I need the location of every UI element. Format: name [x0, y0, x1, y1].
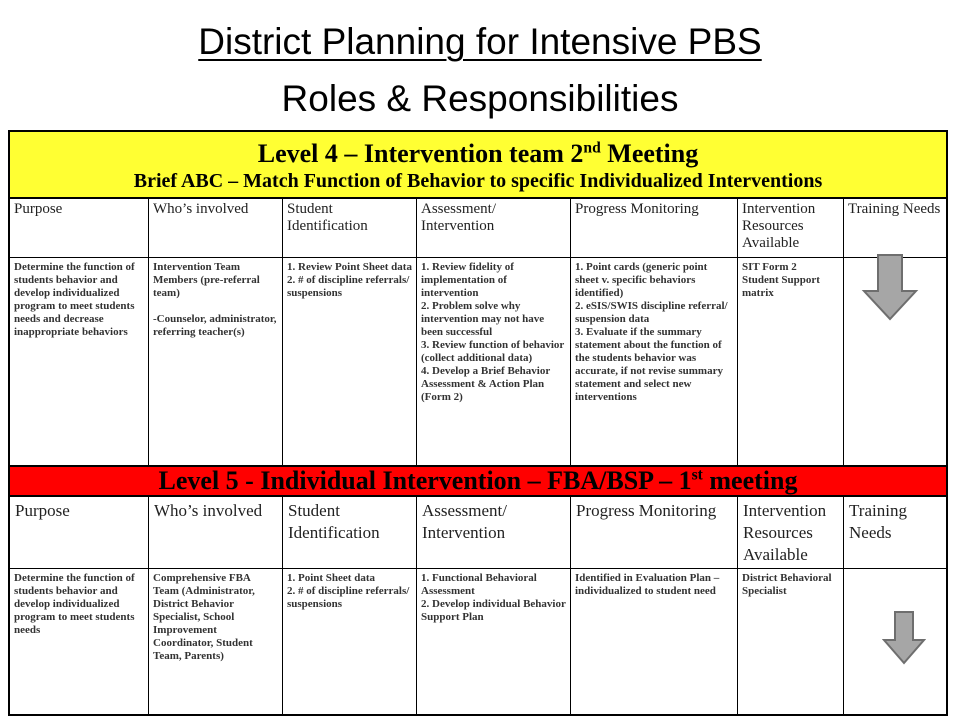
level4-subheading: Brief ABC – Match Function of Behavior to specific Individualized Interventions	[133, 170, 823, 192]
level5-content-row	[10, 569, 946, 714]
level5-heading: Level 5 - Individual Intervention – FBA/BSP – 1st meeting	[158, 466, 798, 495]
level4-student-identification-cell: 1. Review Point Sheet data 2. # of discipline referrals/ suspensions	[283, 258, 417, 465]
level5-header-training-needs: Training Needs	[849, 501, 907, 542]
level5-header-student-identification: Student Identification	[283, 497, 417, 568]
slide-title: District Planning for Intensive PBS	[198, 21, 762, 62]
level4-content-row	[10, 258, 946, 465]
level4-header-resources: Intervention Resources Available	[738, 199, 844, 257]
level4-resources-cell: SIT Form 2 Student Support matrix	[738, 258, 844, 465]
level5-resources-cell: District Behavioral Specialist	[738, 569, 844, 714]
level4-heading: Level 4 – Intervention team 2nd Meeting	[257, 139, 699, 168]
level5-assessment-cell: 1. Functional Behavioral Assessment 2. Develop individual Behavior Support Plan	[417, 569, 571, 714]
level5-whos-involved-cell: Comprehensive FBA Team (Administrator, District Behavior Specialist, School Improvement Coordinator, Student Team, Parents)	[149, 569, 283, 714]
level4-header-row	[10, 199, 946, 258]
level5-header-assessment: Assessment/ Intervention	[417, 497, 571, 568]
level5-header-resources: Intervention Resources Available	[738, 497, 844, 568]
level5-purpose-cell: Determine the function of students behavior and develop individualized program to meet students needs	[10, 569, 149, 714]
slide-subtitle: Roles & Responsibilities	[281, 78, 679, 119]
level4-progress-monitoring-cell: 1. Point cards (generic point sheet v. specific behaviors identified) 2. eSIS/SWIS discipline referral/ suspension data 3. Evaluate if the summary statement about the function of the students behavior was accurate, if not revise summary statement and select new interventions	[571, 258, 738, 465]
level5-progress-monitoring-cell: Identified in Evaluation Plan – individualized to student need	[571, 569, 738, 714]
level4-whos-involved-cell: Intervention Team Members (pre-referral team) -Counselor, administrator, referring teacher(s)	[149, 258, 283, 465]
level4-header-assessment: Assessment/ Intervention	[417, 199, 571, 257]
level5-header-row	[10, 497, 946, 569]
planning-table	[8, 130, 948, 716]
level5-student-identification-cell: 1. Point Sheet data 2. # of discipline referrals/ suspensions	[283, 569, 417, 714]
level4-purpose-cell: Determine the function of students behavior and develop individualized program to meet students needs and decrease inappropriate behaviors	[10, 258, 149, 465]
level4-assessment-cell: 1. Review fidelity of implementation of intervention 2. Problem solve why intervention may not have been successful 3. Review function of behavior (collect additional data) 4. Develop a Brief Behavior Assessment & Action Plan (Form 2)	[417, 258, 571, 465]
level4-heading-band	[10, 132, 946, 199]
down-arrow-icon	[882, 610, 926, 666]
down-arrow-icon	[860, 253, 920, 323]
level5-header-purpose: Purpose	[10, 497, 149, 568]
level5-header-progress-monitoring: Progress Monitoring	[571, 497, 738, 568]
level4-header-student-identification: Student Identification	[283, 199, 417, 257]
level4-header-whos-involved: Who’s involved	[149, 199, 283, 257]
level4-header-purpose: Purpose	[10, 199, 149, 257]
level5-heading-band	[10, 465, 946, 497]
level4-header-progress-monitoring: Progress Monitoring	[571, 199, 738, 257]
level4-header-training-needs: Training Needs	[848, 201, 941, 217]
level5-header-whos-involved: Who’s involved	[149, 497, 283, 568]
